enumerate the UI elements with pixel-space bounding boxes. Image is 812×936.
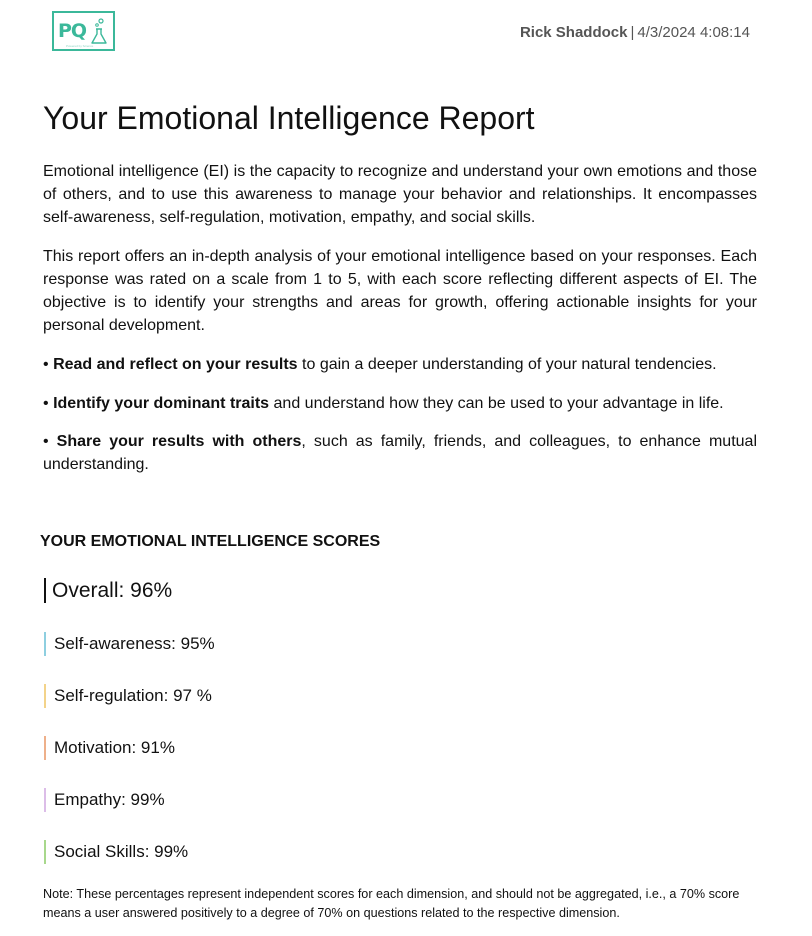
bullet-text: and understand how they can be used to your advantage in life. [269,395,724,412]
analysis-paragraph: This report offers an in-depth analysis of your emotional intelligence based on your responses. Each response was rated on a scale from 1 to 5, with each score reflecting different aspects of EI. The objective is to identify your strengths and areas for growth, offering actionable insights for your personal development. [43,248,757,334]
score-accent-bar [44,736,46,760]
score-motivation [44,736,175,760]
bullet-item [43,353,757,376]
score-accent-bar [44,788,46,812]
bullet-item [43,392,757,415]
report-meta [520,24,750,41]
score-label: Self-regulation: 97 % [54,686,212,705]
pq-logo [52,11,115,51]
bullet-item [43,430,757,476]
score-self-awareness [44,632,215,656]
bullet-marker: • [43,433,49,450]
bullet-text: , such as family, friends, and colleagues, to enhance mutual understanding. [43,433,758,473]
bullet-marker: • [43,356,49,373]
score-accent-bar [44,840,46,864]
overall-score-label: Overall: 96% [52,578,173,602]
score-accent-bar [44,684,46,708]
score-accent-bar [44,632,46,656]
scores-heading: YOUR EMOTIONAL INTELLIGENCE SCORES [40,533,381,550]
logo-tagline: Powered by Science [66,44,94,48]
score-label: Social Skills: 99% [54,842,189,861]
report-timestamp: 4/3/2024 4:08:14 [637,24,750,41]
page-title: Your Emotional Intelligence Report [43,100,535,136]
overall-score [44,578,172,603]
scores-note: Note: These percentages represent independent scores for each dimension, and should not be aggregated, i.e., a 70% score means a user answered positively to a degree of 70% on questions related to the respective dimension. [43,887,740,920]
score-label: Empathy: 99% [54,790,165,809]
bullet-bold: Share your results with others [56,433,302,450]
meta-separator: | [630,24,635,41]
logo-text: PQ [58,19,87,42]
bullet-text: to gain a deeper understanding of your natural tendencies. [297,356,717,373]
bullet-bold: Read and reflect on your results [53,356,298,373]
bullet-marker: • [43,395,49,412]
score-social-skills [44,840,188,864]
score-accent-bar [44,578,46,603]
score-label: Motivation: 91% [54,738,175,757]
flask-icon [89,18,109,46]
score-self-regulation [44,684,212,708]
score-empathy [44,788,165,812]
bullet-bold: Identify your dominant traits [53,395,270,412]
score-label: Self-awareness: 95% [54,634,215,653]
user-name: Rick Shaddock [519,24,628,41]
intro-paragraph: Emotional intelligence (EI) is the capacity to recognize and understand your own emotions and those of others, and to use this awareness to manage your behavior and relationships. It encompasses self-awareness, self-regulation, motivation, empathy, and social skills. [43,163,757,226]
